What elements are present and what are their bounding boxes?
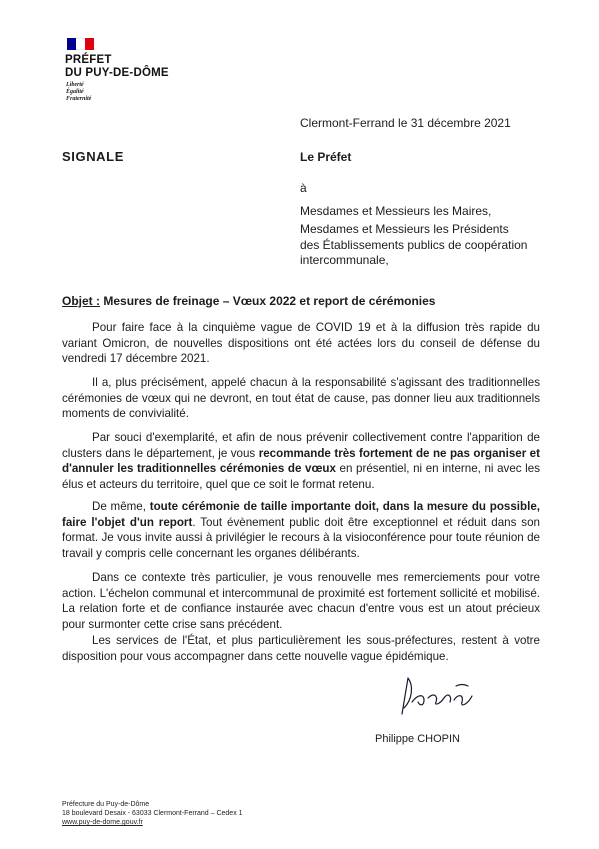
- recipient-presidents: Mesdames et Messieurs les Présidents des Établissements publics de coopération intercommunale,: [300, 222, 528, 267]
- paragraph-4-text-a: De même,: [92, 500, 150, 513]
- org-name-line1: PRÉFET: [65, 54, 112, 66]
- paragraph-3-emphasis: recommande très fortement de ne pas organiser et d'annuler les traditionnelles cérémonies de vœux: [62, 446, 540, 476]
- subject-text: Mesures de freinage – Vœux 2022 et report de cérémonies: [103, 294, 436, 308]
- flag-red-stripe: [85, 38, 94, 50]
- paragraph-3-text-a: Par souci d'exemplarité, et afin de nous prévenir collectivement contre l'apparition de clusters dans le département, je vous: [62, 431, 540, 460]
- motto-egalite: Égalité: [66, 89, 84, 95]
- paragraph-4-text-c: . Tout évènement public doit être exceptionnel et réduit dans son format. Je vous invite aussi à privilégier le recours à la visioconférence pour toute réunion de travail y compris celle concernant les organes délibérants.: [62, 515, 540, 560]
- motto-liberte: Liberté: [66, 82, 84, 88]
- republic-flag-logo: [67, 38, 94, 50]
- subject-label: Objet :: [62, 294, 100, 308]
- footer-website-link[interactable]: www.puy-de-dome.gouv.fr: [62, 819, 143, 826]
- flag-blue-stripe: [67, 38, 76, 50]
- recipient-mayors: Mesdames et Messieurs les Maires,: [300, 204, 492, 218]
- footer-address: 18 boulevard Desaix - 63033 Clermont-Ferrand – Cedex 1: [62, 810, 243, 817]
- stamp-signale: SIGNALE: [62, 149, 124, 164]
- paragraph-3-text-c: en présentiel, ni en interne, ni avec les élus et acteurs du territoire, quel que ce soit le format retenu.: [62, 462, 540, 491]
- subject-line: [62, 294, 435, 308]
- handwritten-signature: [394, 672, 484, 720]
- signatory-name: Philippe CHOPIN: [375, 733, 460, 745]
- sender-title: Le Préfet: [300, 150, 352, 164]
- paragraph-1: Pour faire face à la cinquième vague de COVID 19 et à la diffusion très rapide du variant Omicron, de nouvelles dispositions ont été actées lors du conseil de défense du vendredi 17 décembre 2021.: [62, 321, 540, 366]
- motto-fraternite: Fraternité: [66, 96, 92, 102]
- paragraph-4-emphasis: toute cérémonie de taille importante doit, dans la mesure du possible, faire l'objet d'un report: [62, 500, 540, 529]
- letter-date: Clermont-Ferrand le 31 décembre 2021: [300, 116, 511, 130]
- paragraph-2: Il a, plus précisément, appelé chacun à la responsabilité s'agissant des traditionnelles cérémonies de vœux qui ne devront, en tout état de cause, pas donner lieu aux traditionnels moments de convivialité.: [62, 376, 540, 421]
- paragraph-4: [62, 499, 540, 561]
- paragraph-5: Dans ce contexte très particulier, je vous renouvelle mes remerciements pour votre action. L'échelon communal et intercommunal de proximité est fortement sollicité et mobilisé. La relation forte et de confiance instaurée avec chacun d'entre vous est un atout précieux pour surmonter cette crise sans précédent.: [62, 571, 540, 631]
- addressed-to-word: à: [300, 181, 307, 195]
- flag-white-stripe: [76, 38, 85, 50]
- org-name-line2: DU PUY-DE-DÔME: [65, 67, 169, 79]
- paragraph-6: Les services de l'État, et plus particulièrement les sous-préfectures, restent à votre disposition pour vous accompagner dans cette nouvelle vague épidémique.: [62, 634, 540, 663]
- paragraph-3: [62, 430, 540, 492]
- footer-prefecture: Préfecture du Puy-de-Dôme: [62, 801, 150, 808]
